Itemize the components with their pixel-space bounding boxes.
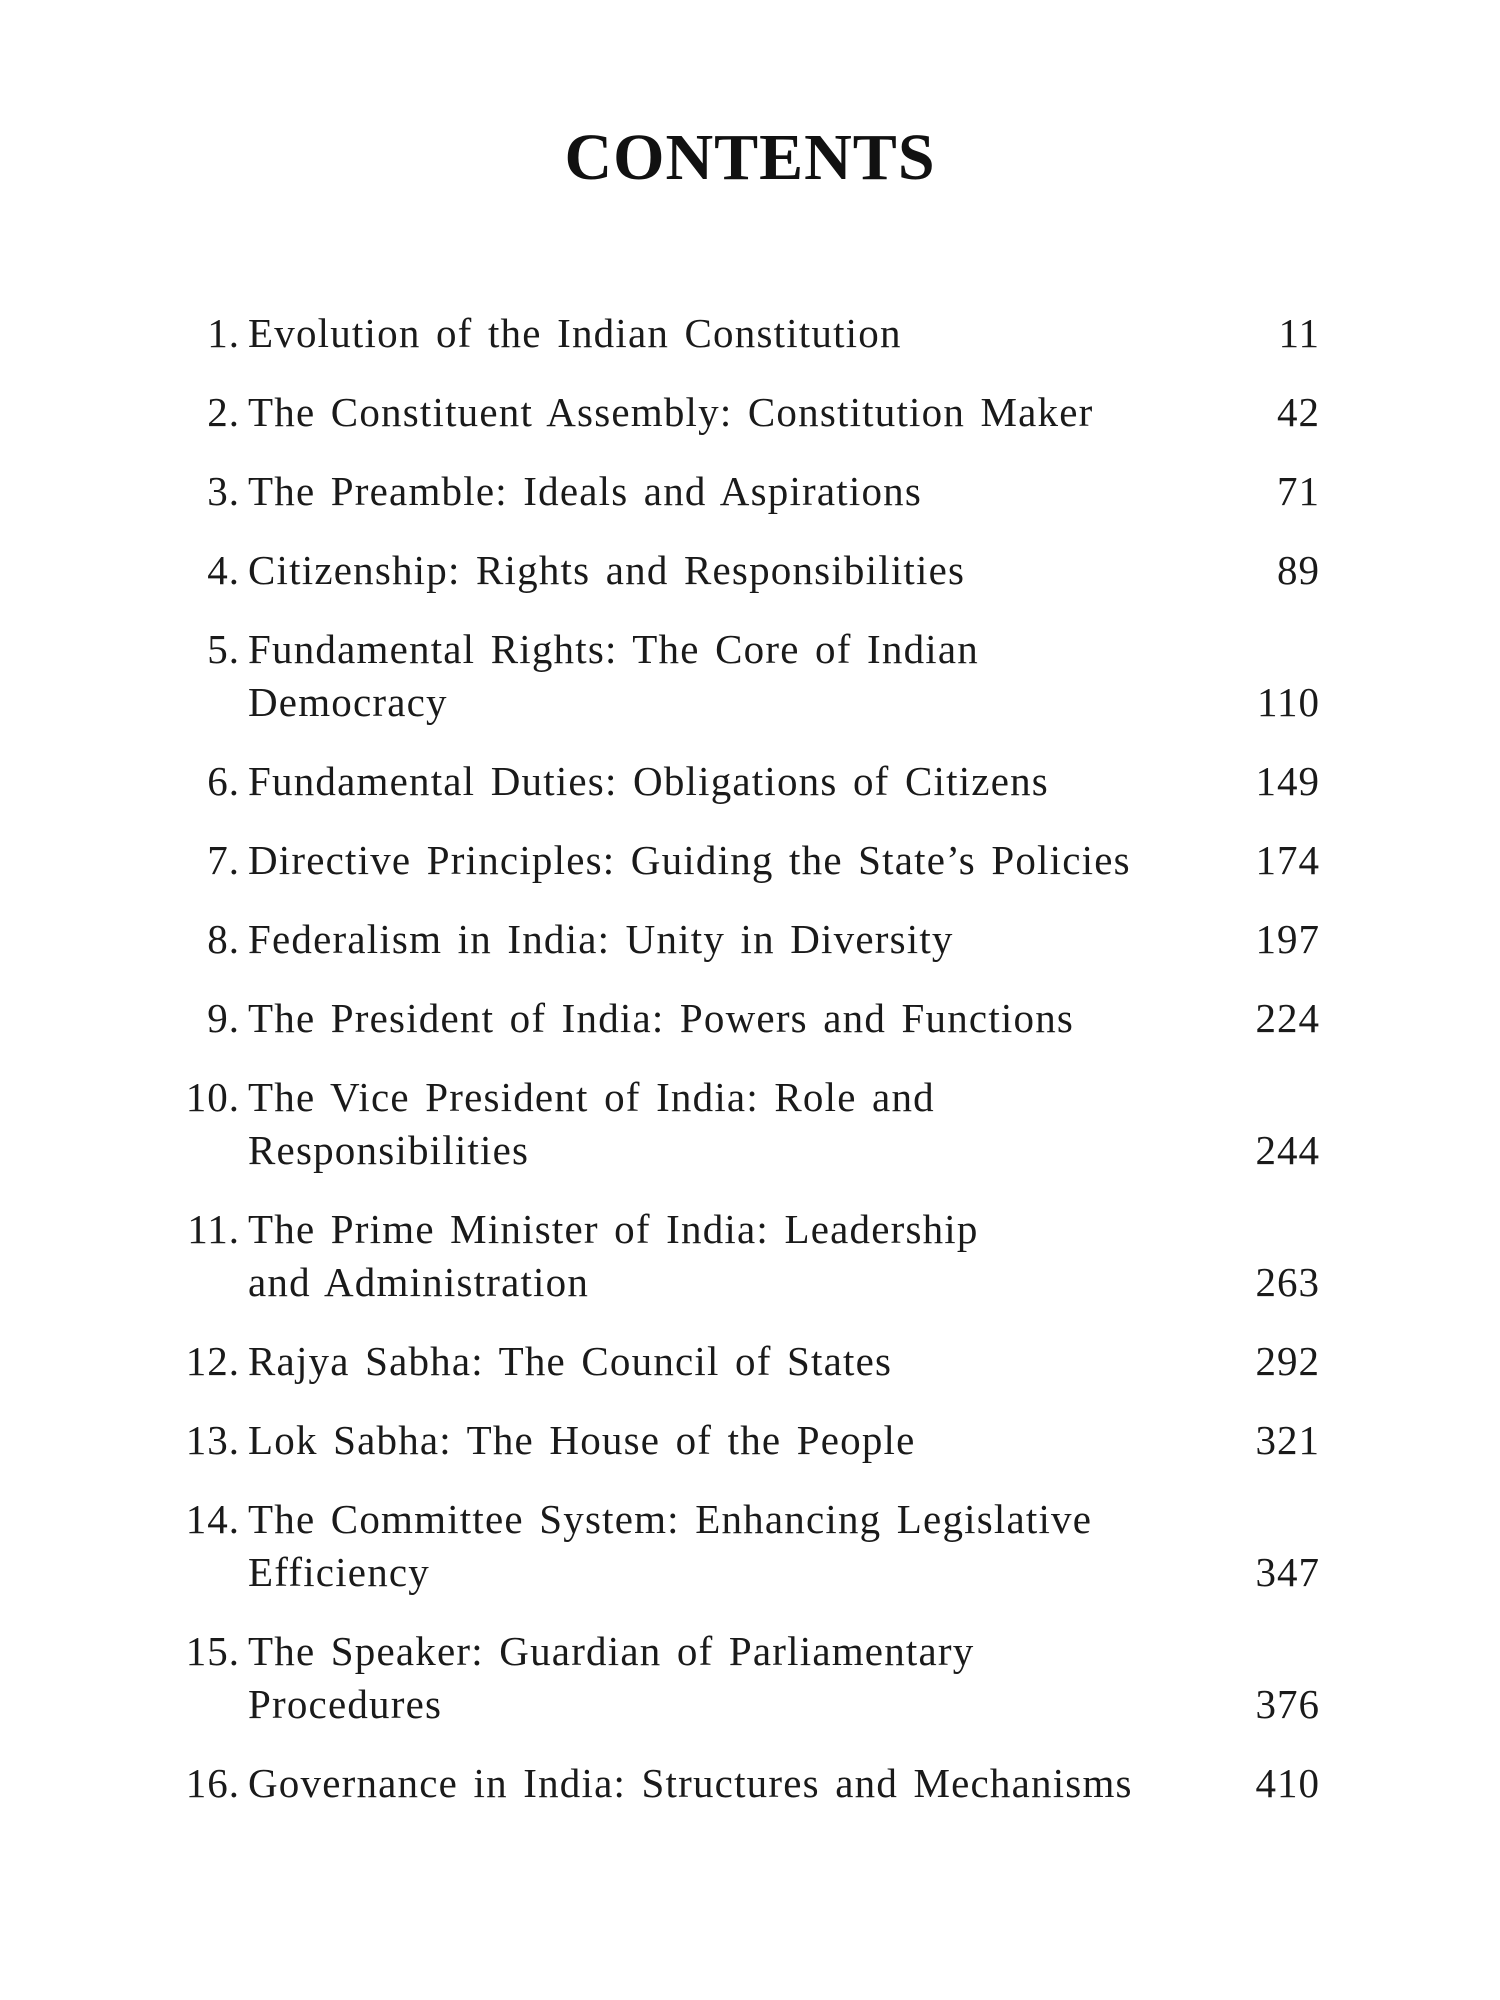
toc-entry-title — [248, 832, 1178, 888]
toc-entry-page-number: 11 — [1278, 310, 1320, 356]
toc-entry-title — [248, 1201, 1178, 1310]
toc-entry-page-number: 263 — [1255, 1259, 1320, 1305]
toc-entry-title — [248, 1069, 1178, 1178]
toc-entry-title-line: Directive Principles: Guiding the State’s Policies — [248, 837, 1131, 883]
toc-entry-title — [248, 384, 1178, 440]
toc-entry-title — [248, 1491, 1178, 1600]
toc-entry-page-number: 292 — [1255, 1338, 1320, 1384]
toc-entry-number: 7. — [207, 837, 240, 883]
toc-entry-title-line: Fundamental Rights: The Core of Indian — [248, 626, 979, 672]
toc-entry-number: 10. — [185, 1074, 240, 1120]
toc-entry-title-line: The Preamble: Ideals and Aspirations — [248, 468, 923, 514]
toc-entry-title-line: Fundamental Duties: Obligations of Citizens — [248, 758, 1049, 804]
toc-entry-title-line: The Constituent Assembly: Constitution Maker — [248, 389, 1094, 435]
toc-entry-page-number: 71 — [1277, 468, 1320, 514]
toc-entry-title-line: Rajya Sabha: The Council of States — [248, 1338, 893, 1384]
toc-entry-title-line: The Committee System: Enhancing Legislative — [248, 1496, 1093, 1542]
toc-entry-page-number: 244 — [1255, 1127, 1320, 1173]
toc-entry-page-number: 347 — [1255, 1549, 1320, 1595]
toc-entry-number: 3. — [207, 468, 240, 514]
toc-entry-number: 9. — [207, 995, 240, 1041]
toc-entry-title-line: Efficiency — [248, 1549, 430, 1595]
toc-entry-number: 5. — [207, 626, 240, 672]
toc-entry-title — [248, 1623, 1178, 1732]
toc-entry-title-line: Procedures — [248, 1681, 443, 1727]
toc-entry-page-number: 376 — [1255, 1681, 1320, 1727]
toc-entry-title — [248, 542, 1178, 598]
toc-entry-page-number: 224 — [1255, 995, 1320, 1041]
toc-entry-title-line: The Speaker: Guardian of Parliamentary — [248, 1628, 975, 1674]
toc-entry-title-line: The Prime Minister of India: Leadership — [248, 1206, 979, 1252]
toc-entry-number: 14. — [185, 1496, 240, 1542]
toc-entry-title-line: The Vice President of India: Role and — [248, 1074, 935, 1120]
toc-entry-number: 16. — [185, 1760, 240, 1806]
toc-entry-number: 4. — [207, 547, 240, 593]
toc-entry-title — [248, 1755, 1178, 1811]
toc-entry-page-number: 174 — [1255, 837, 1320, 883]
toc-entry-title — [248, 911, 1178, 967]
toc-entry-title — [248, 753, 1178, 809]
toc-entry-title-line: Governance in India: Structures and Mechanisms — [248, 1760, 1133, 1806]
toc-entry-page-number: 89 — [1277, 547, 1320, 593]
toc-entry-number: 6. — [207, 758, 240, 804]
toc-entry-title-line: Lok Sabha: The House of the People — [248, 1417, 916, 1463]
toc-entry-title — [248, 1333, 1178, 1389]
toc-entry-number: 11. — [187, 1206, 240, 1252]
toc-entry-page-number: 110 — [1257, 679, 1320, 725]
toc-entry-title — [248, 463, 1178, 519]
toc-entry-title — [248, 990, 1178, 1046]
toc-entry-page-number: 197 — [1255, 916, 1320, 962]
toc-entry-title — [248, 1412, 1178, 1468]
page-title: CONTENTS — [564, 121, 936, 194]
toc-entry-title-line: Citizenship: Rights and Responsibilities — [248, 547, 966, 593]
toc-entry-number: 15. — [185, 1628, 240, 1674]
toc-entry-number: 12. — [185, 1338, 240, 1384]
toc-entry-page-number: 149 — [1255, 758, 1320, 804]
toc-entry-page-number: 410 — [1255, 1760, 1320, 1806]
toc-entry-title-line: The President of India: Powers and Functions — [248, 995, 1075, 1041]
toc-entry-number: 1. — [207, 310, 240, 356]
toc-entry-number: 2. — [207, 389, 240, 435]
toc-entry-title-line: Evolution of the Indian Constitution — [248, 310, 902, 356]
toc-entry-number: 13. — [185, 1417, 240, 1463]
toc-entry-title — [248, 305, 1178, 361]
toc-entry-title-line: and Administration — [248, 1259, 590, 1305]
toc-entry-number: 8. — [207, 916, 240, 962]
toc-entry-title-line: Federalism in India: Unity in Diversity — [248, 916, 954, 962]
toc-entry-page-number: 42 — [1277, 389, 1320, 435]
toc-entry-page-number: 321 — [1255, 1417, 1320, 1463]
toc-entry-title — [248, 621, 1178, 730]
toc-entry-title-line: Responsibilities — [248, 1127, 530, 1173]
toc-entry-title-line: Democracy — [248, 679, 448, 725]
